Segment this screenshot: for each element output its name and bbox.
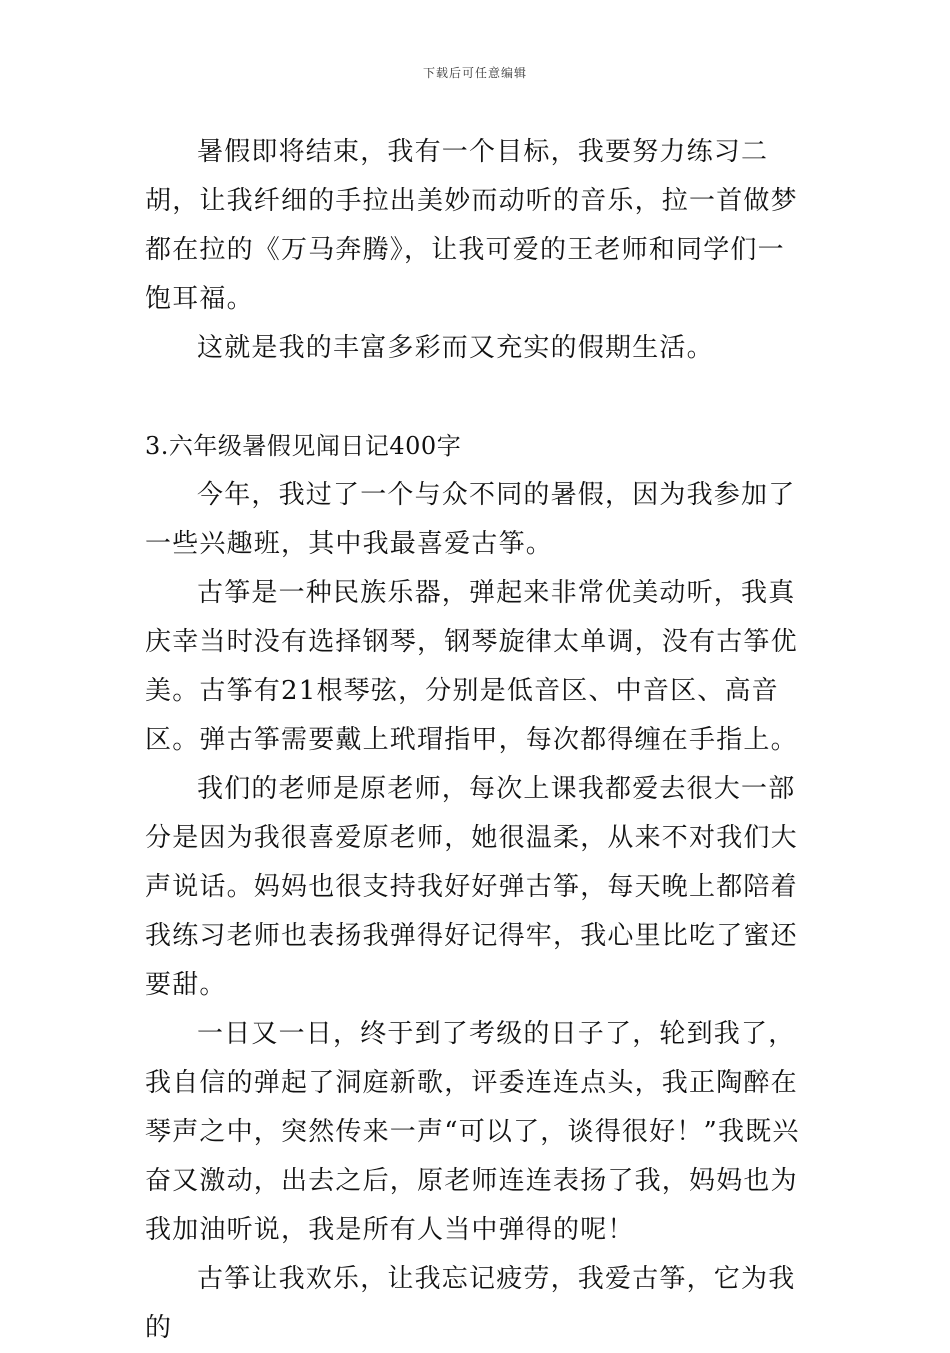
section-title: 3.六年级暑假见闻日记400字 — [145, 432, 462, 460]
paragraph: 暑假即将结束，我有一个目标，我要努力练习二胡，让我纤细的手拉出美妙而动听的音乐，拉一首做梦都在拉的《万马奔腾》，让我可爱的王老师和同学们一饱耳福。 — [145, 137, 798, 314]
blank-line — [145, 373, 810, 422]
paragraph: 这就是我的丰富多彩而又充实的假期生活。 — [197, 333, 714, 363]
document-body — [145, 128, 810, 1353]
paragraph: 今年，我过了一个与众不同的暑假，因为我参加了一些兴趣班，其中我最喜爱古筝。 — [145, 480, 796, 559]
paragraph: 古筝让我欢乐，让我忘记疲劳，我爱古筝，它为我的 — [145, 1264, 796, 1343]
page-header: 下载后可任意编辑 — [422, 66, 527, 80]
paragraph: 一日又一日，终于到了考级的日子了，轮到我了，我自信的弹起了洞庭新歌，评委连连点头，我正陶醉在琴声之中，突然传来一声“可以了，谈得很好！”我既兴奋又激动，出去之后，原老师连连表扬了我，妈妈也为我加油听说，我是所有人当中弹得的呢！ — [145, 1019, 800, 1245]
paragraph: 古筝是一种民族乐器，弹起来非常优美动听，我真庆幸当时没有选择钢琴，钢琴旋律太单调，没有古筝优美。古筝有21根琴弦，分别是低音区、中音区、高音区。弹古筝需要戴上玳瑁指甲，每次都得缠在手指上。 — [145, 578, 798, 755]
paragraph: 我们的老师是原老师，每次上课我都爱去很大一部分是因为我很喜爱原老师，她很温柔，从来不对我们大声说话。妈妈也很支持我好好弹古筝，每天晚上都陪着我练习老师也表扬我弹得好记得牢，我心里比吃了蜜还要甜。 — [145, 774, 798, 1000]
